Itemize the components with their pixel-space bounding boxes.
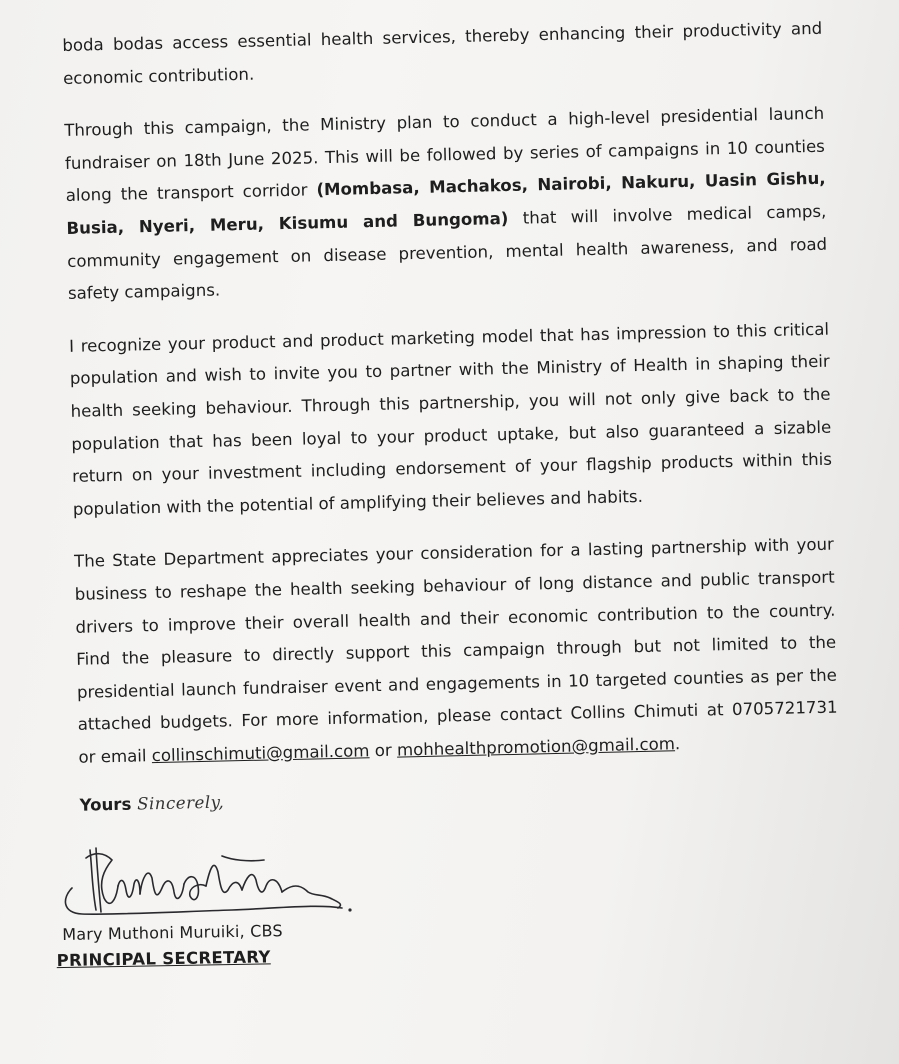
text-line: Find the pleasure to directly support this campaign through but not limited to the	[76, 632, 837, 669]
paragraph-1	[62, 13, 823, 95]
text-line: I recognize your product and product marketing model that has impression to this critical	[68, 319, 830, 356]
text-segment: along the transport corridor	[65, 180, 317, 206]
text-line: boda bodas access essential health services, thereby enhancing their productivity and	[62, 18, 823, 55]
text-line: presidential launch fundraiser event and engagements in 10 targeted counties as per the	[76, 665, 838, 702]
county-list-bold: (Mombasa, Machakos, Nairobi, Nakuru, Uasin Gishu,	[316, 169, 826, 200]
text-line: economic contribution.	[62, 64, 255, 88]
text-line: drivers to improve their overall health and their economic contribution to the country.	[75, 600, 836, 637]
paragraph-2	[64, 98, 828, 311]
paragraph-4	[74, 529, 839, 774]
text-line: population that has been loyal to your product uptake, but also guaranteed a sizable	[71, 417, 832, 454]
paragraph-3	[69, 313, 833, 526]
closing-salutation	[79, 773, 840, 823]
text-segment: that will involve medical camps,	[508, 201, 827, 228]
email-link-moh[interactable]: mohhealthpromotion@gmail.com	[396, 734, 676, 760]
email-link-collins[interactable]: collinschimuti@gmail.com	[151, 741, 370, 766]
text-segment: or	[369, 740, 398, 761]
text-segment: or email	[78, 746, 152, 767]
text-line: return on your investment including endorsement of your flagship products within this	[71, 449, 833, 487]
text-line: health seeking behaviour. Through this partnership, you will not only give back to the	[70, 384, 831, 421]
closing-handwritten: Sincerely,	[136, 792, 225, 814]
letter-body	[62, 13, 840, 823]
handwritten-signature	[52, 838, 372, 928]
text-line: population with the potential of amplifying their believes and habits.	[72, 486, 644, 519]
text-line: business to reshape the health seeking behaviour of long distance and public transport	[74, 567, 835, 604]
text-line: community engagement on disease prevention, mental health awareness, and road	[67, 234, 828, 271]
signatory-name: Mary Muthoni Muruiki, CBS	[62, 921, 283, 944]
text-line: attached budgets. For more information, please contact Collins Chimuti at 0705721731	[77, 697, 838, 735]
text-line: safety campaigns.	[67, 280, 221, 304]
text-line: The State Department appreciates your consideration for a lasting partnership with your	[73, 534, 835, 572]
text-line: fundraiser on 18th June 2025. This will be followed by series of campaigns in 10 counties	[64, 136, 826, 173]
signatory-title: PRINCIPAL SECRETARY	[56, 947, 271, 971]
closing-printed: Yours	[79, 795, 132, 816]
text-line: Through this campaign, the Ministry plan to conduct a high-level presidential launch	[64, 103, 825, 141]
text-line: population and wish to invite you to partner with the Ministry of Health in shaping their	[69, 352, 830, 389]
signatory-block	[56, 918, 283, 974]
county-list-bold: Busia, Nyeri, Meru, Kisumu and Bungoma)	[66, 208, 509, 238]
text-segment: .	[674, 734, 681, 754]
